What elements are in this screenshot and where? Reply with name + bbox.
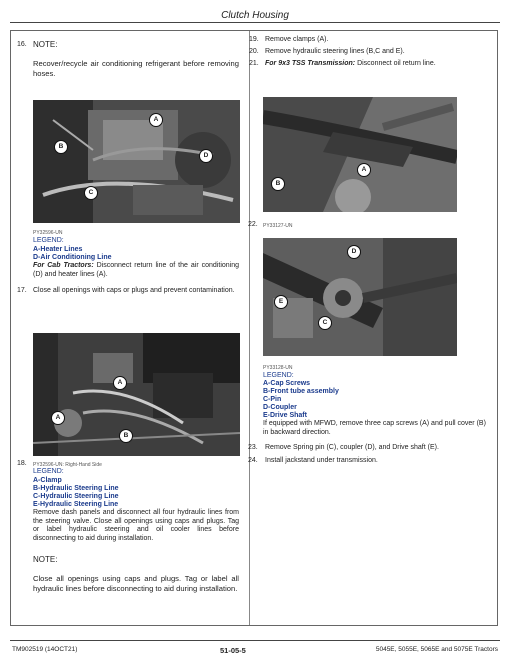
legend-item: D-Coupler (263, 404, 297, 411)
step-21-text: For 9x3 TSS Transmission: Disconnect oil return line. (265, 60, 436, 67)
footer-page-number: 51-05-5 (220, 646, 246, 655)
page-footer (10, 640, 500, 655)
footer-doc-id: TM902519 (14OCT21) (12, 646, 78, 653)
step-23-number: 23. (248, 444, 258, 451)
callout-b: B (119, 429, 133, 443)
callout-e: E (274, 295, 288, 309)
figure-id: PY33128-UN (263, 365, 293, 371)
callout-c: C (318, 316, 332, 330)
step-16-number: 16. (17, 41, 27, 48)
step-24-text: Install jackstand under transmission. (265, 457, 378, 464)
step-20-number: 20. (249, 48, 259, 55)
step-19-text: Remove clamps (A). (265, 36, 329, 43)
figure-id: PY32596-UN: Right-Hand Side (33, 462, 102, 468)
cab-tractor-text: For Cab Tractors: Disconnect return line of the air conditioning (D) and heater lines (A). (33, 262, 240, 278)
legend-label: LEGEND: (33, 468, 64, 475)
step-23-text: Remove Spring pin (C), coupler (D), and Drive shaft (E). (265, 444, 439, 451)
step-21-number: 21. (249, 60, 259, 67)
legend-item: A-Cap Screws (263, 380, 311, 387)
header-rule (10, 22, 500, 23)
callout-d: D (199, 149, 213, 163)
legend-item: E-Hydraulic Steering Line (33, 501, 119, 508)
step-19-number: 19. (249, 36, 259, 43)
legend-label: LEGEND: (33, 237, 64, 244)
step-16-note-label: NOTE: (33, 40, 58, 49)
step-17-text: Close all openings with caps or plugs and prevent contamination. (33, 287, 235, 294)
step-18-text: Remove dash panels and disconnect all four hydraulic lines from the steering valve. Close all openings using caps and plugs. Tag or label hydraulic steering and oil cooler lines before disconnecting to aid during installation. (33, 509, 239, 542)
step-17-number: 17. (17, 287, 27, 294)
legend-item: E-Drive Shaft (263, 412, 307, 419)
legend-label: LEGEND: (263, 372, 294, 379)
legend-item: B-Front tube assembly (263, 388, 339, 395)
page-header (0, 0, 510, 22)
section-title: Clutch Housing (221, 10, 289, 21)
legend-item: A-Clamp (33, 477, 62, 484)
steering-lines-photo (33, 333, 240, 456)
step-24-number: 24. (248, 457, 258, 464)
step-16-note-text: Recover/recycle air conditioning refrigerant before removing hoses. (33, 59, 239, 78)
step-22-number: 22. (248, 221, 258, 228)
note-label: NOTE: (33, 555, 58, 564)
oil-return-line-photo (263, 97, 457, 212)
callout-b: B (271, 177, 285, 191)
callout-d: D (347, 245, 361, 259)
legend-item: A-Heater Lines (33, 246, 83, 253)
callout-b: B (54, 140, 68, 154)
drive-shaft-photo (263, 238, 457, 356)
callout-a: A (357, 163, 371, 177)
step-20-text: Remove hydraulic steering lines (B,C and E). (265, 48, 405, 55)
legend-item: B-Hydraulic Steering Line (33, 485, 119, 492)
footer-model-list: 5045E, 5055E, 5065E and 5075E Tractors (375, 646, 498, 653)
mfwd-text: If equipped with MFWD, remove three cap screws (A) and pull cover (B) in backward direction. (263, 420, 486, 436)
callout-c: C (84, 186, 98, 200)
callout-a: A (149, 113, 163, 127)
figure-id: PY33127-UN (263, 223, 293, 229)
column-divider (249, 31, 250, 625)
legend-item: D-Air Conditioning Line (33, 254, 112, 261)
step-18-number: 18. (17, 460, 27, 467)
legend-item: C-Hydraulic Steering Line (33, 493, 119, 500)
callout-a: A (51, 411, 65, 425)
callout-a: A (113, 376, 127, 390)
legend-item: C-Pin (263, 396, 282, 403)
note-text: Close all openings using caps and plugs. Tag or label all hydraulic lines before disconnecting to aid during installation. (33, 574, 239, 593)
figure-id: PY32596-UN (33, 230, 63, 236)
